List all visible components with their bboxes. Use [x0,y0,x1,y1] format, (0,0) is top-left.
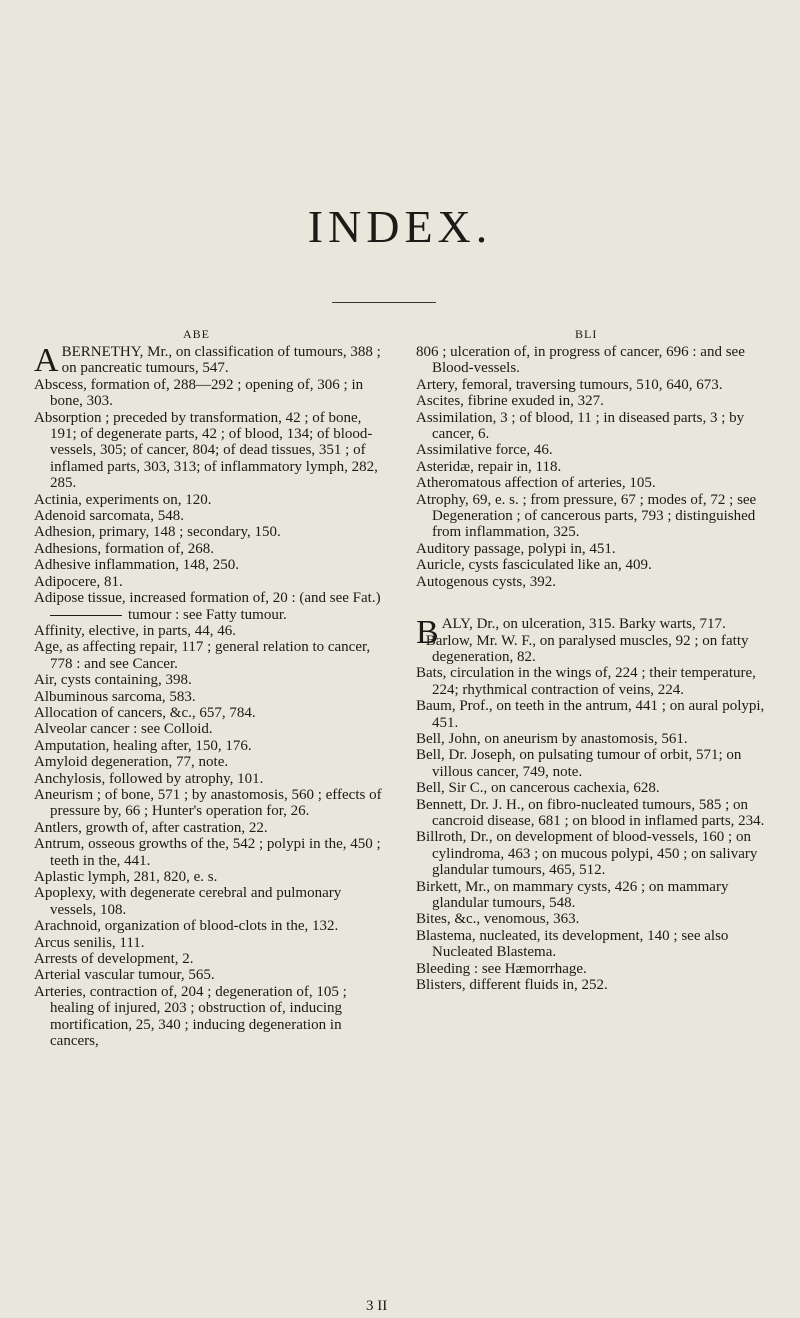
section-gap [416,590,776,616]
index-entry: Amyloid degeneration, 77, note. [34,754,229,771]
right-column [416,344,776,993]
left-column [34,344,384,1049]
index-entry: Auditory passage, polypi in, 451. [416,540,616,557]
index-entry: Bleeding : see Hæmorrhage. [416,960,587,977]
index-entry: Bennett, Dr. J. H., on fibro-nucleated tumours, 585 ; on cancroid disease, 681 ; on blood in inflamed parts, 234. [416,796,765,829]
right-entries-continued [416,633,776,994]
index-entry: Affinity, elective, in parts, 44, 46. [34,622,237,639]
index-entry: Amputation, healing after, 150, 176. [34,737,252,754]
index-entry: Adipose tissue, increased formation of, 20 : (and see Fat.) [34,590,381,607]
index-entry: Bell, Sir C., on cancerous cachexia, 628. [416,780,660,797]
index-entry: Actinia, experiments on, 120. [34,491,212,508]
title-rule [332,302,436,303]
index-entry: Antrum, osseous growths of the, 542 ; polypi in the, 450 ; teeth in the, 441. [34,836,381,869]
index-entry: Adipocere, 81. [34,573,123,590]
left-entries [34,377,384,607]
index-entry: Auricle, cysts fasciculated like an, 409. [416,557,652,574]
index-entry-tumour [34,607,384,623]
page-title: INDEX. [307,201,493,252]
index-entry: Arrests of development, 2. [34,951,194,968]
index-entry: Barlow, Mr. W. F., on paralysed muscles, 92 ; on fatty degeneration, 82. [425,632,749,665]
index-entry: Albuminous sarcoma, 583. [34,688,196,705]
index-entry: Blisters, different fluids in, 252. [416,977,608,994]
ditto-dash [50,615,122,616]
index-entry: Arcus senilis, 111. [34,934,145,951]
drop-cap-a: A [34,342,59,379]
left-entries-continued [34,623,384,1050]
index-entry: Air, cysts containing, 398. [34,672,192,689]
index-entry: Antlers, growth of, after castration, 22. [34,819,268,836]
index-entry: Arachnoid, organization of blood-clots in the, 132. [34,918,339,935]
index-entry: Adhesive inflammation, 148, 250. [34,557,239,574]
index-entry: Allocation of cancers, &c., 657, 784. [34,704,256,721]
index-entry: Billroth, Dr., on development of blood-vessels, 160 ; on cylindroma, 463 ; on mucous polypi, 450 ; on salivary glandular tumours, 465, 512. [416,829,758,879]
index-entry: Ascites, fibrine exuded in, 327. [416,393,604,410]
index-entry: Bites, &c., venomous, 363. [416,911,580,928]
index-entry: Atheromatous affection of arteries, 105. [416,475,656,492]
index-entry: Birkett, Mr., on mammary cysts, 426 ; on mammary glandular tumours, 548. [416,878,729,911]
index-entry: Bats, circulation in the wings of, 224 ; their temperature, 224; rhythmical contraction of veins, 224. [416,665,756,698]
index-entry: Apoplexy, with degenerate cerebral and pulmonary vessels, 108. [34,885,342,918]
index-entry: Abscess, formation of, 288—292 ; opening of, 306 ; in bone, 303. [34,376,364,410]
index-entry: Adhesions, formation of, 268. [34,540,214,557]
index-entry: Artery, femoral, traversing tumours, 510, 640, 673. [416,376,723,393]
index-entry: Adhesion, primary, 148 ; secondary, 150. [34,524,281,541]
index-entry: Arterial vascular tumour, 565. [34,967,215,984]
catchword-left: ABE [183,327,210,341]
catchword-right: BLI [575,327,598,341]
signature-mark: 3 II [366,1298,388,1314]
index-entry: Autogenous cysts, 392. [416,573,556,590]
index-entry: Age, as affecting repair, 117 ; general relation to cancer, 778 : and see Cancer. [34,639,371,672]
index-entry-abernethy [34,344,384,377]
index-entry: Alveolar cancer : see Colloid. [34,721,213,738]
index-entry: Assimilation, 3 ; of blood, 11 ; in diseased parts, 3 ; by cancer, 6. [416,409,745,443]
index-entry: 806 ; ulceration of, in progress of cancer, 696 : and see Blood-vessels. [416,344,745,377]
index-entry: Blastema, nucleated, its development, 140 ; see also Nucleated Blastema. [416,927,729,961]
index-entry: Aplastic lymph, 281, 820, e. s. [34,869,218,885]
right-entries [416,344,776,590]
index-entry: Absorption ; preceded by transformation, 42 ; of bone, 191; of degenerate parts, 42 ; of blood, 134; of blood-vessels, 305; of cancer, 804; of dead tissues, 351 ; of inflamed parts, 303, 313; of inflammatory lymph, 282, 285. [34,409,378,492]
index-entry: Adenoid sarcomata, 548. [34,508,184,525]
index-entry: Atrophy, 69, e. s. ; from pressure, 67 ; modes of, 72 ; see Degeneration ; of cancerous parts, 793 ; distinguished from inflammation, 325. [416,491,757,541]
entry-text: BERNETHY, Mr., on classification of tumours, 388 ; on pancreatic tumours, 547. [61,344,381,377]
entry-text: ALY, Dr., on ulceration, 315. Barky warts, 717. [441,616,726,633]
index-entry: Aneurism ; of bone, 571 ; by anastomosis, 560 ; effects of pressure by, 66 ; Hunter's operation for, 26. [34,786,382,820]
index-entry: Arteries, contraction of, 204 ; degeneration of, 105 ; healing of injured, 203 ; obstruction of, inducing mortification, 25, 340 ; inducing degeneration in cancers, [34,983,347,1050]
index-entry: Assimilative force, 46. [416,442,553,459]
index-entry: Bell, John, on aneurism by anastomosis, 561. [416,730,688,747]
drop-cap-b: B [416,614,439,652]
index-entry: Asteridæ, repair in, 118. [416,458,562,475]
index-entry: Anchylosis, followed by atrophy, 101. [34,770,264,787]
entry-text: tumour : see Fatty tumour. [128,606,287,623]
index-entry: Baum, Prof., on teeth in the antrum, 441 ; on aural polypi, 451. [416,698,765,731]
index-entry: Bell, Dr. Joseph, on pulsating tumour of orbit, 571; on villous cancer, 749, note. [416,747,742,780]
